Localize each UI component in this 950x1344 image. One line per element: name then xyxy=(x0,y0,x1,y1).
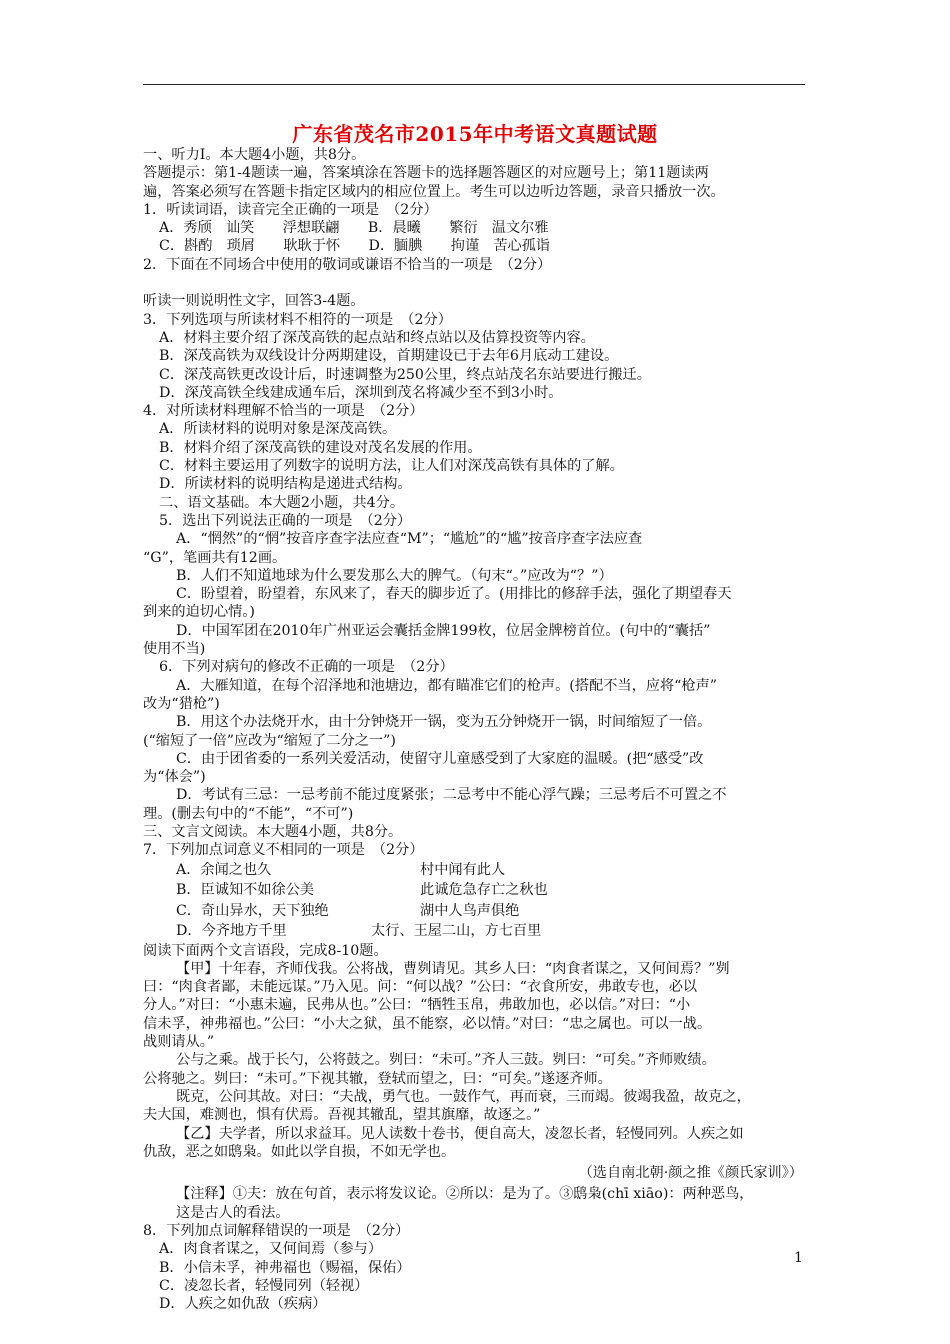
exam-body xyxy=(143,146,807,1314)
question-stem: 8．下列加点词解释错误的一项是 （2分） xyxy=(143,1223,410,1240)
classical-passage: 战则请从。” xyxy=(143,1034,215,1051)
answer-option-cont: 使用不当) xyxy=(143,641,206,658)
answer-option: A．秀颀 讪笑 浮想联翩 B．晨曦 繁衍 温文尔雅 xyxy=(159,220,549,237)
answer-option: A．“惘然”的“惘”按音序查字法应查“M”；“尴尬”的“尴”按音序查字法应查 xyxy=(176,531,643,548)
page-number: 1 xyxy=(794,1250,803,1266)
classical-passage: 【乙】夫学者，所以求益耳。见人读数十卷书，便自高大，凌忽长者，轻慢同列。人疾之如 xyxy=(176,1125,744,1142)
answer-option: D．所读材料的说明结构是递进式结构。 xyxy=(159,476,412,493)
question-stem: 1．听读词语，读音完全正确的一项是 （2分） xyxy=(143,201,438,218)
answer-option: C．材料主要运用了列数字的说明方法，让人们对深茂高铁有具体的了解。 xyxy=(159,458,624,475)
page-title: 广东省茂名市2015年中考语文真题试题 xyxy=(292,122,658,146)
answer-option: D．人疾之如仇敌（疾病） xyxy=(159,1296,327,1313)
answer-option-cont: 为“体会”) xyxy=(143,769,206,786)
option-left: B．臣诚知不如徐公美 xyxy=(176,882,315,899)
option-right: 村中闻有此人 xyxy=(420,861,506,878)
answer-option: A．肉食者谋之，又何间焉（参与） xyxy=(159,1241,383,1258)
answer-option: C．盼望着，盼望着，东风来了，春天的脚步近了。(用排比的修辞手法，强化了期望春天 xyxy=(176,586,732,603)
question-stem: 7．下列加点词意义不相同的一项是 （2分） xyxy=(143,842,424,859)
classical-passage: 信未孚，神弗福也。”公曰：“小大之狱，虽不能察，必以情。”对曰：“忠之属也。可以一战。 xyxy=(143,1015,712,1032)
classical-passage: 曰：“肉食者鄙，未能远谋。”乃入见。问：“何以战？”公曰：“衣食所安，弗敢专也，必以 xyxy=(143,979,698,996)
question-stem: 5．选出下列说法正确的一项是 （2分） xyxy=(159,512,412,529)
option-left: D．今齐地方千里 xyxy=(176,923,287,940)
instruction-line: 答题提示：第1-4题读一遍，答案填涂在答题卡的选择题答题区的对应题号上；第11题读两 xyxy=(143,165,709,182)
classical-passage: 分人。”对曰：“小惠未遍，民弗从也。”公曰：“牺牲玉帛，弗敢加也，必以信。”对曰：“小 xyxy=(143,997,691,1014)
option-pair-row xyxy=(143,901,807,922)
section-heading: 二、语文基础。本大题2小题，共4分。 xyxy=(159,494,405,511)
question-stem: 3．下列选项与所读材料不相符的一项是 （2分） xyxy=(143,311,452,328)
classical-passage: 夫大国，难测也，惧有伏焉。吾视其辙乱，望其旗靡，故逐之。” xyxy=(143,1107,541,1124)
section-heading: 三、文言文阅读。本大题4小题，共8分。 xyxy=(143,823,403,840)
header-rule xyxy=(143,84,805,85)
answer-option: D．中国军团在2010年广州亚运会囊括金牌199枚，位居金牌榜首位。(句中的“囊括” xyxy=(176,622,711,639)
classical-passage: 仇敌，恶之如鸱枭。如此以学自损，不如无学也。 xyxy=(143,1143,456,1160)
classical-passage: 既克，公问其故。对曰：“夫战，勇气也。一鼓作气，再而衰，三而竭。彼竭我盈，故克之， xyxy=(176,1088,751,1105)
answer-option: C．凌忽长者，轻慢同列（轻视） xyxy=(159,1277,369,1294)
answer-option: A．所读材料的说明对象是深茂高铁。 xyxy=(159,421,397,438)
instruction-line: 遍，答案必须写在答题卡指定区域内的相应位置上。考生可以边听边答题，录音只播放一次。 xyxy=(143,183,725,200)
answer-option-cont: (“缩短了一倍”应改为“缩短了二分之一”) xyxy=(143,732,396,749)
answer-option: A．大雁知道，在每个沼泽地和池塘边，都有瞄准它们的枪声。(搭配不当，应将“枪声” xyxy=(176,677,718,694)
question-stem: 2．下面在不同场合中使用的敬词或谦语不恰当的一项是 （2分） xyxy=(143,256,552,273)
option-pair-row xyxy=(143,921,807,942)
answer-option: D．考试有三忌：一忌考前不能过度紧张；二忌考中不能心浮气躁；三忌考后不可置之不 xyxy=(176,787,727,804)
answer-option: A．材料主要介绍了深茂高铁的起点站和终点站以及估算投资等内容。 xyxy=(159,329,595,346)
answer-option: B．用这个办法烧开水，由十分钟烧开一锅，变为五分钟烧开一锅，时间缩短了一倍。 xyxy=(176,714,712,731)
section-heading: 一、听力Ⅰ。本大题4小题，共8分。 xyxy=(143,147,366,163)
answer-option: B．人们不知道地球为什么要发那么大的脾气。（句末“。”应改为“？”） xyxy=(176,567,613,584)
option-pair-row xyxy=(143,880,807,901)
classical-passage: 【甲】十年春，齐师伐我。公将战，曹刿请见。其乡人曰：“肉食者谋之，又何间焉？”刿 xyxy=(176,960,730,977)
option-right: 太行、王屋二山，方七百里 xyxy=(371,923,542,940)
answer-option: D．深茂高铁全线建成通车后，深圳到茂名将减少至不到3小时。 xyxy=(159,384,563,401)
question-stem: 4．对所读材料理解不恰当的一项是 （2分） xyxy=(143,403,424,420)
answer-option-cont: 到来的迫切心情。) xyxy=(143,604,255,621)
option-left: A．余闻之也久 xyxy=(176,861,272,878)
answer-option-cont: 改为“猎枪”) xyxy=(143,695,220,712)
instruction-line: 阅读下面两个文言语段，完成8-10题。 xyxy=(143,942,388,959)
classical-passage: 公将驰之。刿曰：“未可。”下视其辙，登轼而望之，曰：“可矣。”遂逐齐师。 xyxy=(143,1070,612,1087)
option-pair-row xyxy=(143,860,807,881)
annotation-note: 这是古人的看法。 xyxy=(176,1204,290,1221)
question-stem: 6．下列对病句的修改不正确的一项是 （2分） xyxy=(159,659,454,676)
answer-option: B．小信未孚，神弗福也（赐福，保佑） xyxy=(159,1259,411,1276)
answer-option: B．材料介绍了深茂高铁的建设对茂名发展的作用。 xyxy=(159,439,482,456)
passage-source: （选自南北朝·颜之推《颜氏家训》） xyxy=(578,1165,803,1182)
answer-option: B．深茂高铁为双线设计分两期建设，首期建设已于去年6月底动工建设。 xyxy=(159,348,619,365)
answer-option: C．由于团省委的一系列关爱活动，使留守儿童感受到了大家庭的温暖。(把“感受”改 xyxy=(176,750,704,767)
option-right: 此诚危急存亡之秋也 xyxy=(420,882,548,899)
answer-option-cont: “G”，笔画共有12画。 xyxy=(143,549,287,566)
classical-passage: 公与之乘。战于长勺，公将鼓之。刿曰：“未可。”齐人三鼓。刿曰：“可矣。”齐师败绩。 xyxy=(176,1052,716,1069)
answer-option: C．斟酌 琐屑 耿耿于怀 D．腼腆 拘谨 苦心孤诣 xyxy=(159,238,551,255)
answer-option-cont: 理。(删去句中的“不能”，“不可”) xyxy=(143,805,354,822)
option-left: C．奇山异水，天下独绝 xyxy=(176,902,329,919)
annotation-note: 【注释】①夫：放在句首，表示将发议论。②所以：是为了。③鸱枭(chī xiāo)：两种恶鸟， xyxy=(176,1186,754,1203)
instruction-line: 听读一则说明性文字，回答3-4题。 xyxy=(143,293,365,310)
option-right: 湖中人鸟声俱绝 xyxy=(420,902,520,919)
answer-option: C．深茂高铁更改设计后，时速调整为250公里，终点站茂名东站要进行搬迁。 xyxy=(159,366,651,383)
